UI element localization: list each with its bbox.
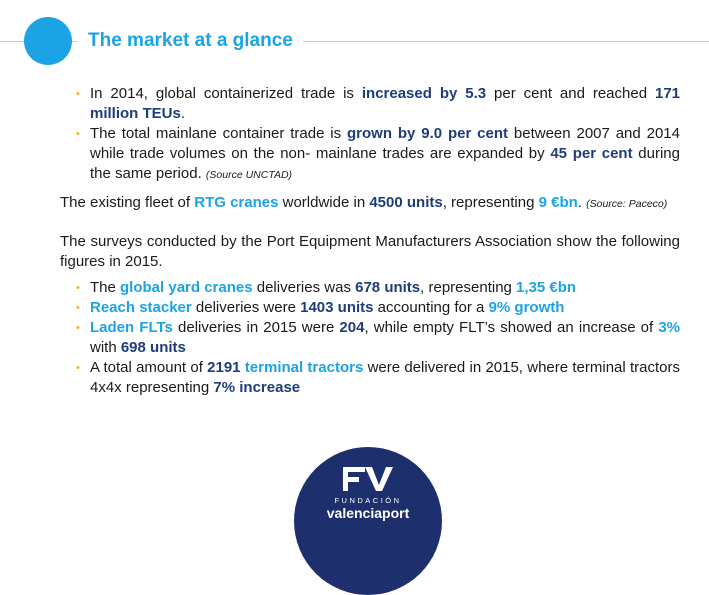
highlight: 171 million TEUs [90,85,681,122]
highlight: 678 units [355,279,421,296]
text: deliveries in 2015 were [172,319,340,336]
text: The existing fleet of [60,194,195,211]
bullet-dot: • [76,282,80,294]
highlight: 2191 [207,359,241,376]
highlight: grown by 9.0 per cent [347,125,509,142]
bullet-laden-flts [60,318,680,358]
bullet-mainlane-trade [60,124,680,185]
highlight: 1403 units [300,299,374,316]
logo-valenciaport-text: valenciaport [326,505,410,521]
bullet-dot: • [76,302,80,314]
fv-monogram-icon [343,467,393,491]
text: deliveries were [191,299,301,316]
logo-fundacion-text: FUNDACIÓN [334,496,402,505]
text: between 2007 and 2014 while trade volumes on the non- mainlane trades are expanded by [90,125,680,162]
bullet-reach-stacker [60,298,680,318]
bullet-dot: • [76,322,80,334]
source-note: (Source: Paceco) [586,198,668,210]
highlight: Laden FLTs [90,319,173,336]
page-title: The market at a glance [78,30,303,52]
text: , representing [442,194,539,211]
highlight: 9 €bn [538,194,578,211]
text: per cent and reached [486,85,655,102]
bullet-yard-cranes [60,278,680,298]
text: deliveries was [252,279,356,296]
highlight: 45 per cent [550,145,633,162]
text: The [90,279,121,296]
text: A total amount of [90,359,208,376]
highlight: RTG cranes [194,194,279,211]
highlight: 698 units [120,339,186,356]
bullet-dot: • [76,88,80,100]
text: , representing [420,279,517,296]
text: accounting for a [373,299,489,316]
text: worldwide in [278,194,370,211]
bullet-containerized-trade [60,84,680,124]
text: . [180,105,186,122]
highlight: 3% [658,319,680,336]
text: were delivered in 2015, where terminal tractors 4x4x representing [90,359,681,396]
highlight: 204 [339,319,365,336]
text: In 2014, global containerized trade is [90,85,362,102]
bullet-dot: • [76,362,80,374]
text: , while empty FLT’s showed an increase of [364,319,659,336]
bullet-list-1 [60,84,680,185]
source-note: (Source UNCTAD) [205,169,293,181]
highlight: 4500 units [369,194,443,211]
bullet-terminal-tractors [60,358,680,398]
fundacion-valenciaport-logo [294,447,442,595]
highlight: 9% growth [488,299,565,316]
text: The total mainlane container trade is [90,125,348,142]
content-area [60,84,680,398]
text: during the same period. [90,145,680,182]
highlight: increased by 5.3 [361,85,487,102]
text: . [577,194,587,211]
bullet-dot: • [76,128,80,140]
highlight: Reach stacker [90,299,192,316]
text: with [90,339,121,356]
paragraph-surveys: The surveys conducted by the Port Equipment Manufacturers Association show the following figures in 2015. [60,233,680,270]
paragraph-rtg-fleet [60,193,680,214]
highlight: terminal tractors [244,359,364,376]
highlight: global yard cranes [120,279,253,296]
bullet-list-2 [60,278,680,398]
highlight: 1,35 €bn [516,279,577,296]
highlight: 7% increase [213,379,301,396]
header-circle [24,17,72,65]
